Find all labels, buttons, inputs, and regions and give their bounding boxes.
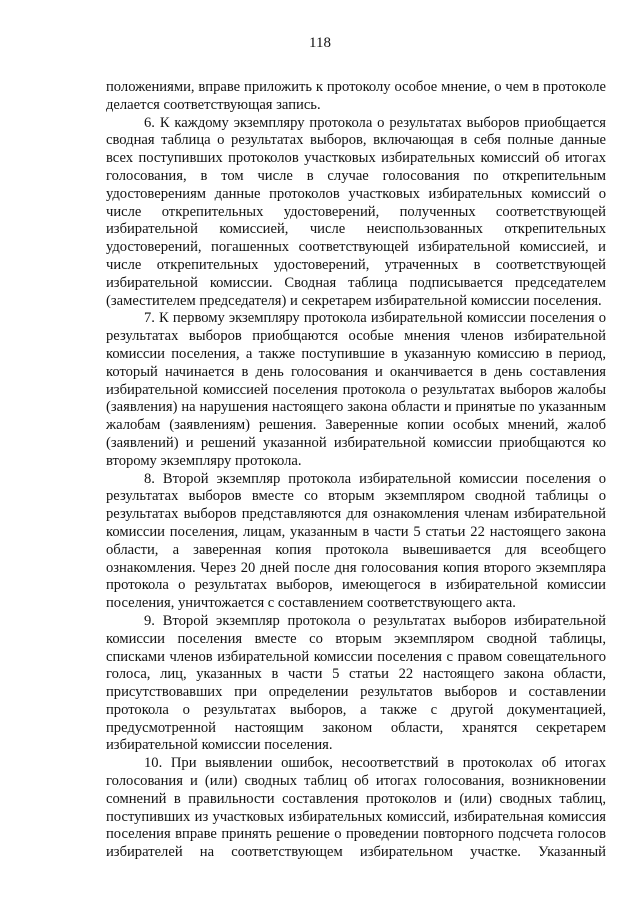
paragraph-8: 8. Второй экземпляр протокола избирательной комиссии поселения о результатах выборов вместе со вторым экземпляром сводной таблицы о результатах выборов представляются для ознакомления членам избирательной комиссии поселения, лицам, указанным в части 5 статьи 22 настоящего закона области, а заверенная копия протокола вывешивается для всеобщего ознакомления. Через 20 дней после дня голосования копия второго экземпляра протокола о результатах выборов, имеющегося в избирательной комиссии поселения, уничтожается с составлением соответствующего акта.	[106, 470, 606, 612]
paragraph-6: 6. К каждому экземпляру протокола о результатах выборов приобщается сводная таблица о результатах выборов, включающая в себя полные данные всех поступивших протоколов участковых избирательных комиссий об итогах голосования, в том числе в случае голосования по открепительным удостоверениям данные протоколов участковых избирательных комиссий о числе открепительных удостоверений, полученных соответствующей избирательной комиссией, числе неиспользованных открепительных удостоверений, погашенных соответствующей избирательной комиссией, и числе открепительных удостоверений, утраченных в соответствующей избирательной комиссии. Сводная таблица подписывается председателем (заместителем председателя) и секретарем избирательной комиссии поселения.	[106, 114, 606, 309]
paragraph-9: 9. Второй экземпляр протокола о результатах выборов избирательной комиссии поселения вместе со вторым экземпляром сводной таблицы, списками членов избирательной комиссии поселения с правом совещательного голоса, лиц, указанных в части 5 статьи 22 настоящего закона области, присутствовавших при определении результатов выборов и составлении протокола о результатах выборов, а также с другой документацией, предусмотренной настоящим законом области, хранятся секретарем избирательной комиссии поселения.	[106, 612, 606, 754]
page-number: 118	[309, 35, 331, 51]
paragraph-7: 7. К первому экземпляру протокола избирательной комиссии поселения о результатах выборов приобщаются особые мнения членов избирательной комиссии поселения, а также поступившие в указанную комиссию в период, который начинается в день голосования и оканчивается в день составления избирательной комиссией поселения протокола о результатах выборов жалобы (заявления) на нарушения настоящего закона области и принятые по указанным жалобам (заявлениям) решения. Заверенные копии особых мнений, жалоб (заявлений) и решений указанной избирательной комиссии приобщаются ко второму экземпляру протокола.	[106, 310, 606, 469]
document-body	[106, 79, 606, 862]
paragraph-continuation: положениями, вправе приложить к протоколу особое мнение, о чем в протоколе делается соответствующая запись.	[106, 79, 606, 113]
paragraph-10: 10. При выявлении ошибок, несоответствий в протоколах об итогах голосования и (или) сводных таблиц об итогах голосования, возникновении сомнений в правильности составления протоколов и (или) сводных таблиц, поступивших из участковых избирательных комиссий, избирательная комиссия поселения вправе принять решение о проведении повторного подсчета голосов избирателей на соответствующем избирательном участке. Указанный	[106, 755, 606, 861]
